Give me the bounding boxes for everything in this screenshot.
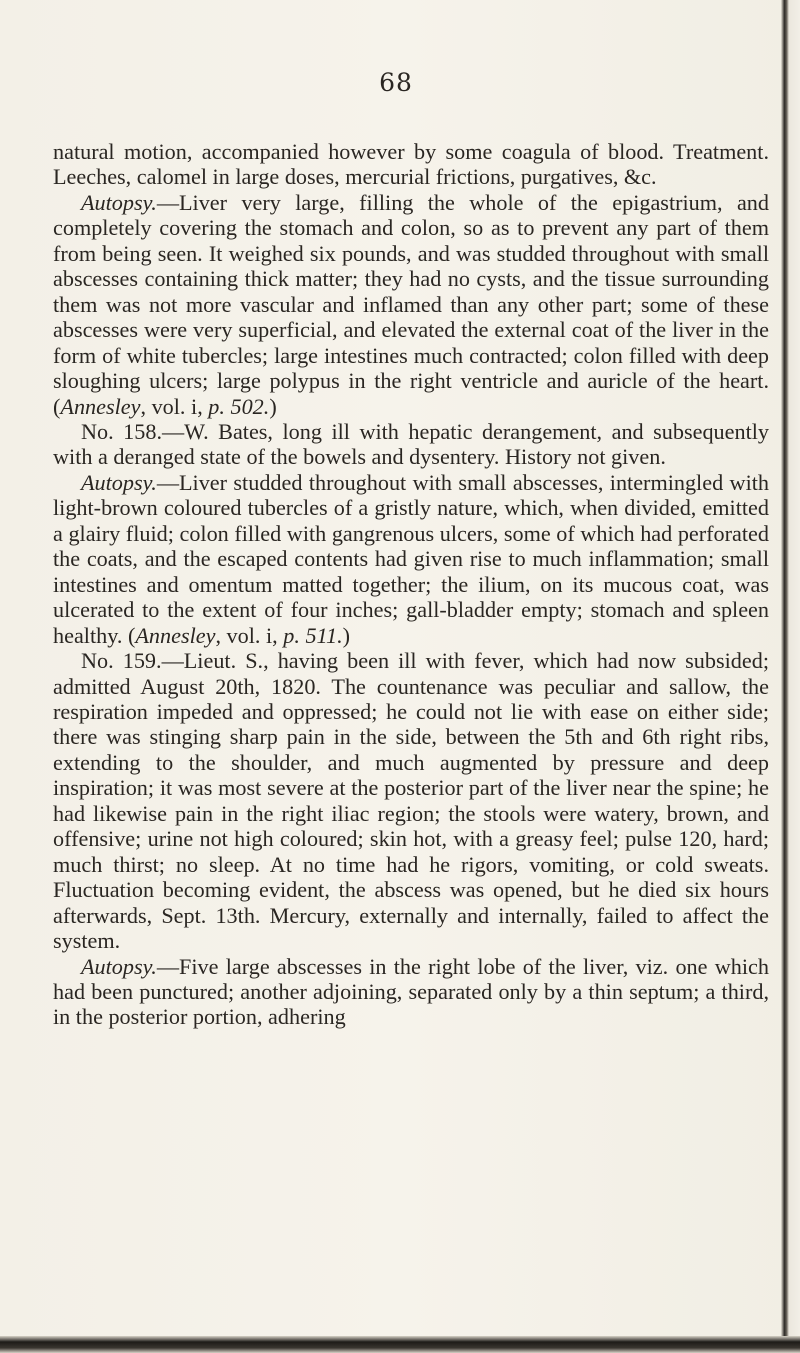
autopsy-heading: Autopsy.	[81, 953, 157, 979]
page-number: 68	[379, 68, 413, 97]
paragraph-text: No. 159.—Lieut. S., having been ill with fever, which had now subsided; admitted August 20th, 1820. The countenance was peculiar and sallow, the respiration impeded and oppressed; he could not lie with ease on either side; there was stinging sharp pain in the side, between the 5th and 6th right ribs, extending to the shoulder, and much augmented by pressure and deep inspiration; it was most severe at the posterior part of the liver near the spine; he had likewise pain in the right iliac region; the stools were watery, brown, and offensive; urine not high coloured; skin hot, with a greasy feel; pulse 120, hard; much thirst; no sleep. At no time had he rigors, vomiting, or cold sweats. Fluctuation becoming evident, the abscess was opened, but he died six hours afterwards, Sept. 13th. Mercury, externally and internally, failed to affect the system.	[53, 648, 769, 954]
paragraph-case-159	[53, 648, 769, 953]
paragraph-text: —Liver very large, filling the whole of the epigastrium, and completely covering the stomach and colon, so as to prevent any part of them from being seen. It weighed six pounds, and was studded throughout with small abscesses containing thick matter; they had no cysts, and the tissue surrounding them was not more vascular and inflamed than any other part; some of these abscesses were very superficial, and elevated the external coat of the liver in the form of white tubercles; large intestines much contracted; colon filled with deep sloughing ulcers; large polypus in the right ventricle and auricle of the heart. (	[53, 189, 769, 419]
autopsy-heading: Autopsy.	[81, 469, 157, 495]
paragraph-text: No. 158.—W. Bates, long ill with hepatic derangement, and subsequently with a deranged state of the bowels and dysentery. History not given.	[53, 418, 769, 470]
paragraph-text: —Liver studded throughout with small abscesses, intermingled with light-brown coloured tubercles of a gristly nature, which, when divided, emitted a glairy fluid; colon filled with gangrenous ulcers, some of which had perforated the coats, and the escaped contents had given rise to much inflammation; small intestines and omentum matted together; the ilium, on its mucous coat, was ulcerated to the extent of four inches; gall-bladder empty; stomach and spleen healthy. (	[53, 469, 769, 648]
paragraph-text: —Five large abscesses in the right lobe of the liver, viz. one which had been punctured; another adjoining, separated only by a thin septum; a third, in the posterior portion, adhering	[53, 953, 769, 1030]
page-bottom-edge-shadow	[0, 1336, 800, 1353]
paragraph-autopsy-159	[53, 954, 769, 1030]
citation-author: Annesley	[135, 622, 216, 648]
paragraph-autopsy-158	[53, 470, 769, 648]
paragraph-case-158	[53, 419, 769, 470]
autopsy-heading: Autopsy.	[81, 189, 157, 215]
citation-volume: , vol. i,	[140, 393, 209, 419]
paragraph-text: natural motion, accompanied however by some coagula of blood. Treatment. Leeches, calomel in large doses, mercurial frictions, purgatives, &c.	[53, 139, 769, 190]
page-right-edge-shadow	[781, 0, 800, 1353]
citation-author: Annesley	[60, 393, 141, 419]
citation-volume: , vol. i,	[215, 622, 284, 648]
citation-close: )	[269, 393, 277, 419]
citation-page: p. 511.	[283, 622, 343, 648]
page-body-text	[53, 139, 769, 1030]
citation-page: p. 502.	[208, 393, 270, 419]
paragraph-autopsy-157	[53, 190, 769, 419]
paragraph-continuation	[53, 139, 769, 190]
citation-close: )	[342, 622, 351, 648]
